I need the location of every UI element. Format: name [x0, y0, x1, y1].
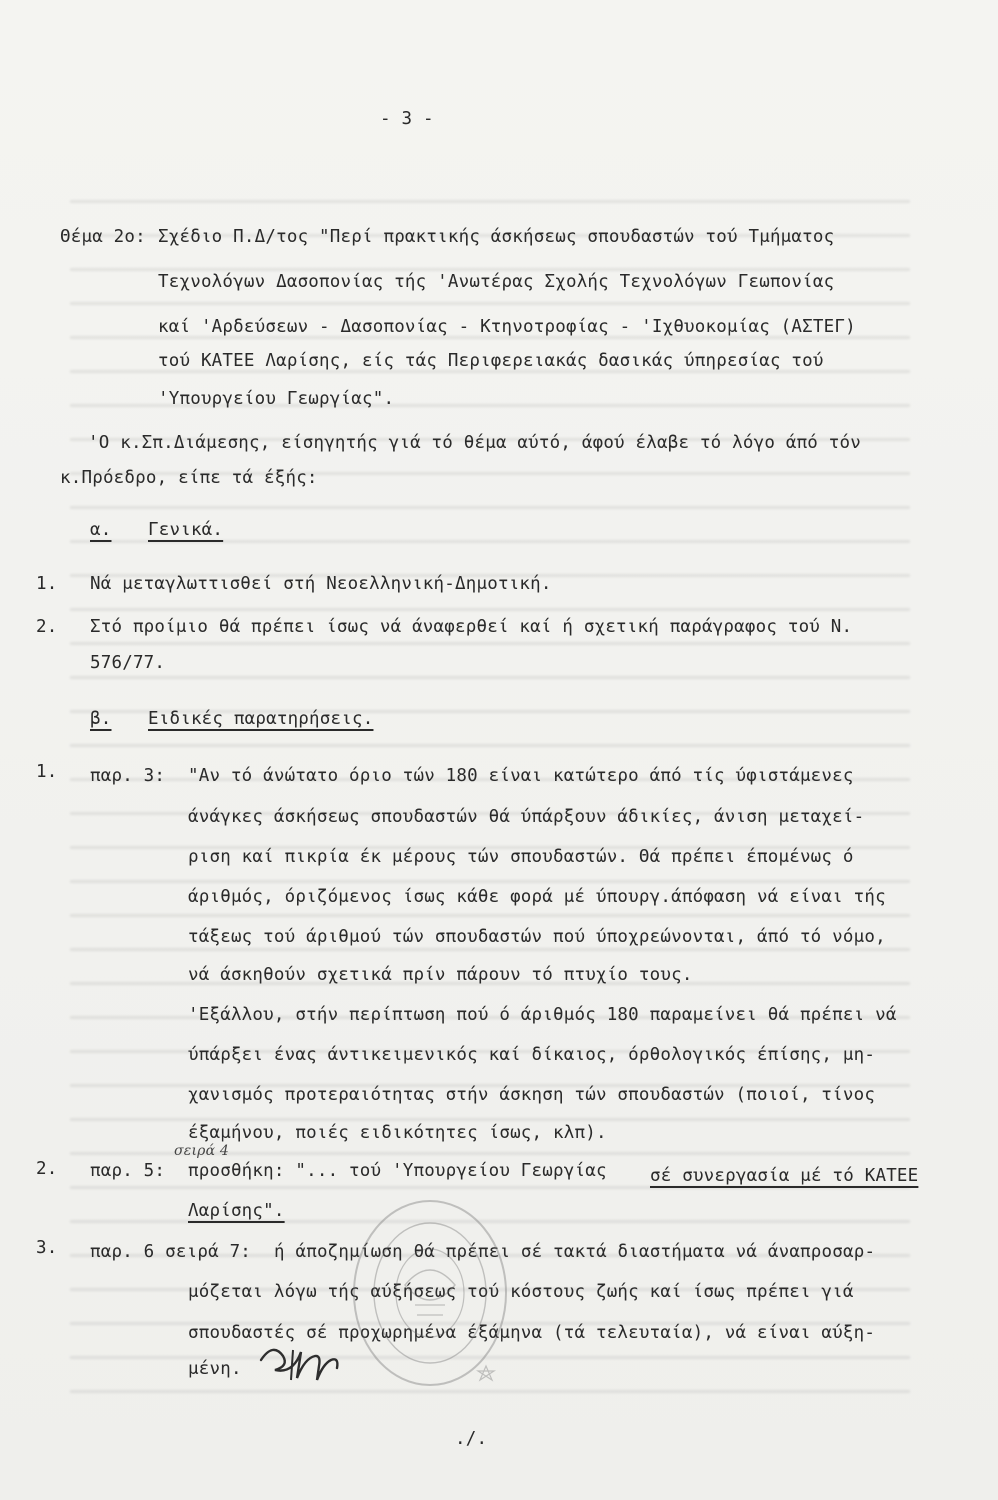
paragraph-ref: παρ. 6 σειρά 7:: [90, 1242, 252, 1262]
section-b-marker: β.: [90, 709, 112, 729]
item-text: χανισμός προτεραιότητας στήν άσκηση τών σπουδαστών (ποιοί, τίνος: [188, 1085, 876, 1105]
item-text: ύπάρξει ένας άντικειμενικός καί δίκαιος, όρθολογικός έπίσης, μη-: [188, 1045, 876, 1065]
paragraph-ref: παρ. 3:: [90, 766, 166, 786]
continuation-mark: ./.: [455, 1429, 488, 1449]
signature: [255, 1330, 350, 1385]
item-text: 576/77.: [90, 653, 166, 673]
official-stamp: [345, 1175, 515, 1390]
item-text: μόζεται λόγω τής αύξήσεως τού κόστους ζωής καί ίσως πρέπει γιά: [188, 1282, 854, 1302]
intro-line: 'Ο κ.Σπ.Διάμεσης, είσηγητής γιά τό θέμα αύτό, άφού έλαβε τό λόγο άπό τόν: [88, 433, 861, 453]
item-text: Στό προίμιο θά πρέπει ίσως νά άναφερθεί καί ή σχετική παράγραφος τού Ν.: [90, 617, 853, 637]
topic-heading: Θέμα 2ο:: [60, 227, 146, 247]
topic-line: τού ΚΑΤΕΕ Λαρίσης, είς τάς Περιφερειακάς δασικάς ύπηρεσίας τού: [158, 351, 824, 371]
section-a-title: Γενικά.: [148, 520, 224, 540]
section-b-title: Ειδικές παρατηρήσεις.: [148, 709, 374, 729]
underlined-text: Λαρίσης".: [188, 1201, 285, 1221]
item-text: προσθήκη: "... τού 'Υπουργείου Γεωργίας: [188, 1161, 607, 1181]
handwritten-note: σειρά 4: [174, 1143, 230, 1159]
item-text: ριση καί πικρία έκ μέρους τών σπουδαστών. Θά πρέπει έπομένως ό: [188, 847, 854, 867]
topic-line: Τεχνολόγων Δασοπονίας τής 'Ανωτέρας Σχολής Τεχνολόγων Γεωπονίας: [158, 272, 835, 292]
item-text: 'Εξάλλου, στήν περίπτωση πού ό άριθμός 180 παραμείνει θά πρέπει νά: [188, 1005, 897, 1025]
item-number: 1.: [36, 574, 58, 594]
item-number: 2.: [36, 617, 58, 637]
item-text: άνάγκες άσκήσεως σπουδαστών θά ύπάρξουν άδικίες, άνιση μεταχεί-: [188, 807, 865, 827]
topic-line: 'Υπουργείου Γεωργίας".: [158, 389, 395, 409]
item-text: "Αν τό άνώτατο όριο τών 180 είναι κατώτερο άπό τίς ύφιστάμενες: [188, 766, 854, 786]
item-text: νά άσκηθούν σχετικά πρίν πάρουν τό πτυχίο τους.: [188, 965, 693, 985]
topic-line: καί 'Αρδεύσεων - Δασοπονίας - Κτηνοτροφίας - 'Ιχθυοκομίας (ΑΣΤΕΓ): [158, 317, 856, 337]
item-text: τάξεως τού άριθμού τών σπουδαστών πού ύποχρεώνονται, άπό τό νόμο,: [188, 927, 886, 947]
item-number: 2.: [36, 1159, 58, 1179]
section-a-marker: α.: [90, 520, 112, 540]
item-text: Νά μεταγλωττισθεί στή Νεοελληνική-Δημοτική.: [90, 574, 552, 594]
page-number: - 3 -: [380, 109, 434, 129]
item-text: ή άποζημίωση θά πρέπει σέ τακτά διαστήματα νά άναπροσαρ-: [274, 1242, 876, 1262]
item-text: έξαμήνου, ποιές ειδικότητες ίσως, κλπ).: [188, 1123, 607, 1143]
item-text: μένη.: [188, 1359, 242, 1379]
item-text: άριθμός, όριζόμενος ίσως κάθε φορά μέ ύπουργ.άπόφαση νά είναι τής: [188, 887, 886, 907]
underlined-text: σέ συνεργασία μέ τό ΚΑΤΕΕ: [650, 1166, 919, 1186]
topic-line: Σχέδιο Π.Δ/τος "Περί πρακτικής άσκήσεως σπουδαστών τού Τμήματος: [158, 227, 835, 247]
paragraph-ref: παρ. 5:: [90, 1161, 166, 1181]
item-text: σπουδαστές σέ προχωρημένα έξάμηνα (τά τελευταία), νά είναι αύξη-: [188, 1323, 876, 1343]
intro-line: κ.Πρόεδρο, είπε τά έξής:: [60, 468, 318, 488]
item-number: 3.: [36, 1238, 58, 1258]
item-number: 1.: [36, 762, 58, 782]
